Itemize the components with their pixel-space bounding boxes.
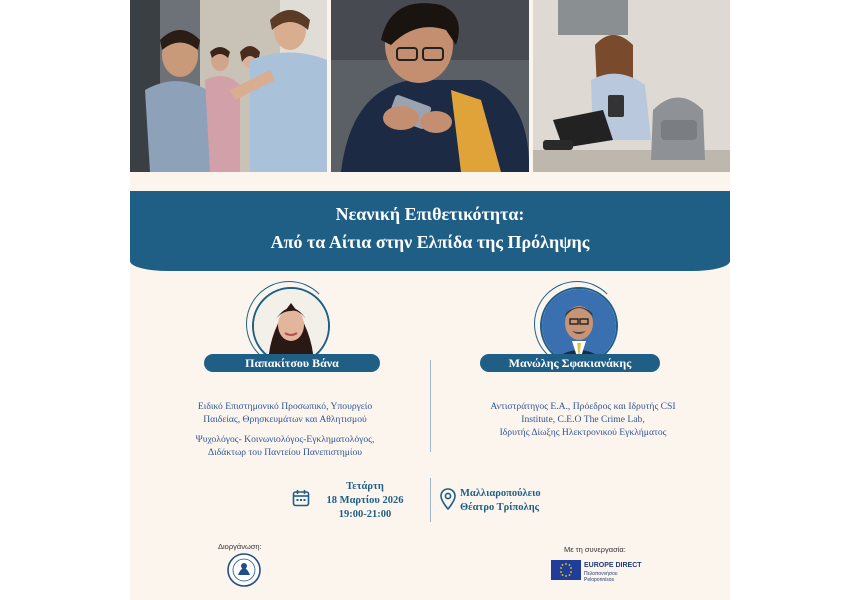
title-line-2: Από τα Αίτια στην Ελπίδα της Πρόληψης <box>270 232 590 252</box>
title-banner <box>130 191 730 271</box>
eu-flag-icon <box>551 560 581 585</box>
organizer-label: Διοργάνωση: <box>218 542 262 551</box>
eu-subtitle-1: Πελοποννήσου <box>584 571 618 577</box>
bio-line: Ιδρυτής Δίωξης Ηλεκτρονικού Εγκλήματος <box>499 427 667 438</box>
event-venue <box>460 487 541 515</box>
event-date: 18 Μαρτίου 2026 <box>326 495 404 506</box>
organizer-seal-logo <box>227 553 261 592</box>
event-divider <box>430 478 431 522</box>
calendar-icon <box>292 489 310 512</box>
location-pin-icon <box>440 488 456 515</box>
bullying-photo <box>130 0 327 172</box>
speaker-right-bio <box>448 400 718 439</box>
speaker-left-bio-1 <box>150 400 420 426</box>
eu-title: EUROPE DIRECT <box>584 562 642 569</box>
bio-line: Institute, C.E.O The Crime Lab, <box>521 414 645 425</box>
eu-subtitle-2: Peloponnisos <box>584 577 615 583</box>
title-line-1: Νεανική Επιθετικότητα: <box>335 204 525 224</box>
event-poster <box>130 0 730 600</box>
bio-line: Ψυχολόγος- Κοινωνιολόγος-Εγκληματολόγος, <box>195 434 375 445</box>
venue-line-2: Θέατρο Τρίπολης <box>460 502 540 513</box>
bio-line: Παιδείας, Θρησκευμάτων και Αθλητισμού <box>203 414 367 425</box>
venue-line-1: Μαλλιαροπούλειο <box>460 488 541 499</box>
event-day: Τετάρτη <box>346 481 384 492</box>
bio-line: Διδάκτωρ του Παντείου Πανεπιστημίου <box>207 447 363 458</box>
speaker-left-bio-2 <box>150 433 420 459</box>
speaker-left-name: Παπακίτσου Βάνα <box>204 354 380 372</box>
bio-line: Αντιστράτηγος Ε.Α., Πρόεδρος και Ιδρυτής CSI <box>490 401 676 412</box>
event-time: 19:00-21:00 <box>338 509 392 520</box>
partner-label: Με τη συνεργασία: <box>564 545 626 554</box>
speakers-divider <box>430 360 431 452</box>
phone-distress-photo <box>331 0 529 172</box>
bio-line: Ειδικό Επιστημονικό Προσωπικό, Υπουργείο <box>197 401 373 412</box>
speaker-right-name: Μανώλης Σφακιανάκης <box>480 354 660 372</box>
sad-student-photo <box>533 0 730 172</box>
event-datetime <box>310 480 420 522</box>
